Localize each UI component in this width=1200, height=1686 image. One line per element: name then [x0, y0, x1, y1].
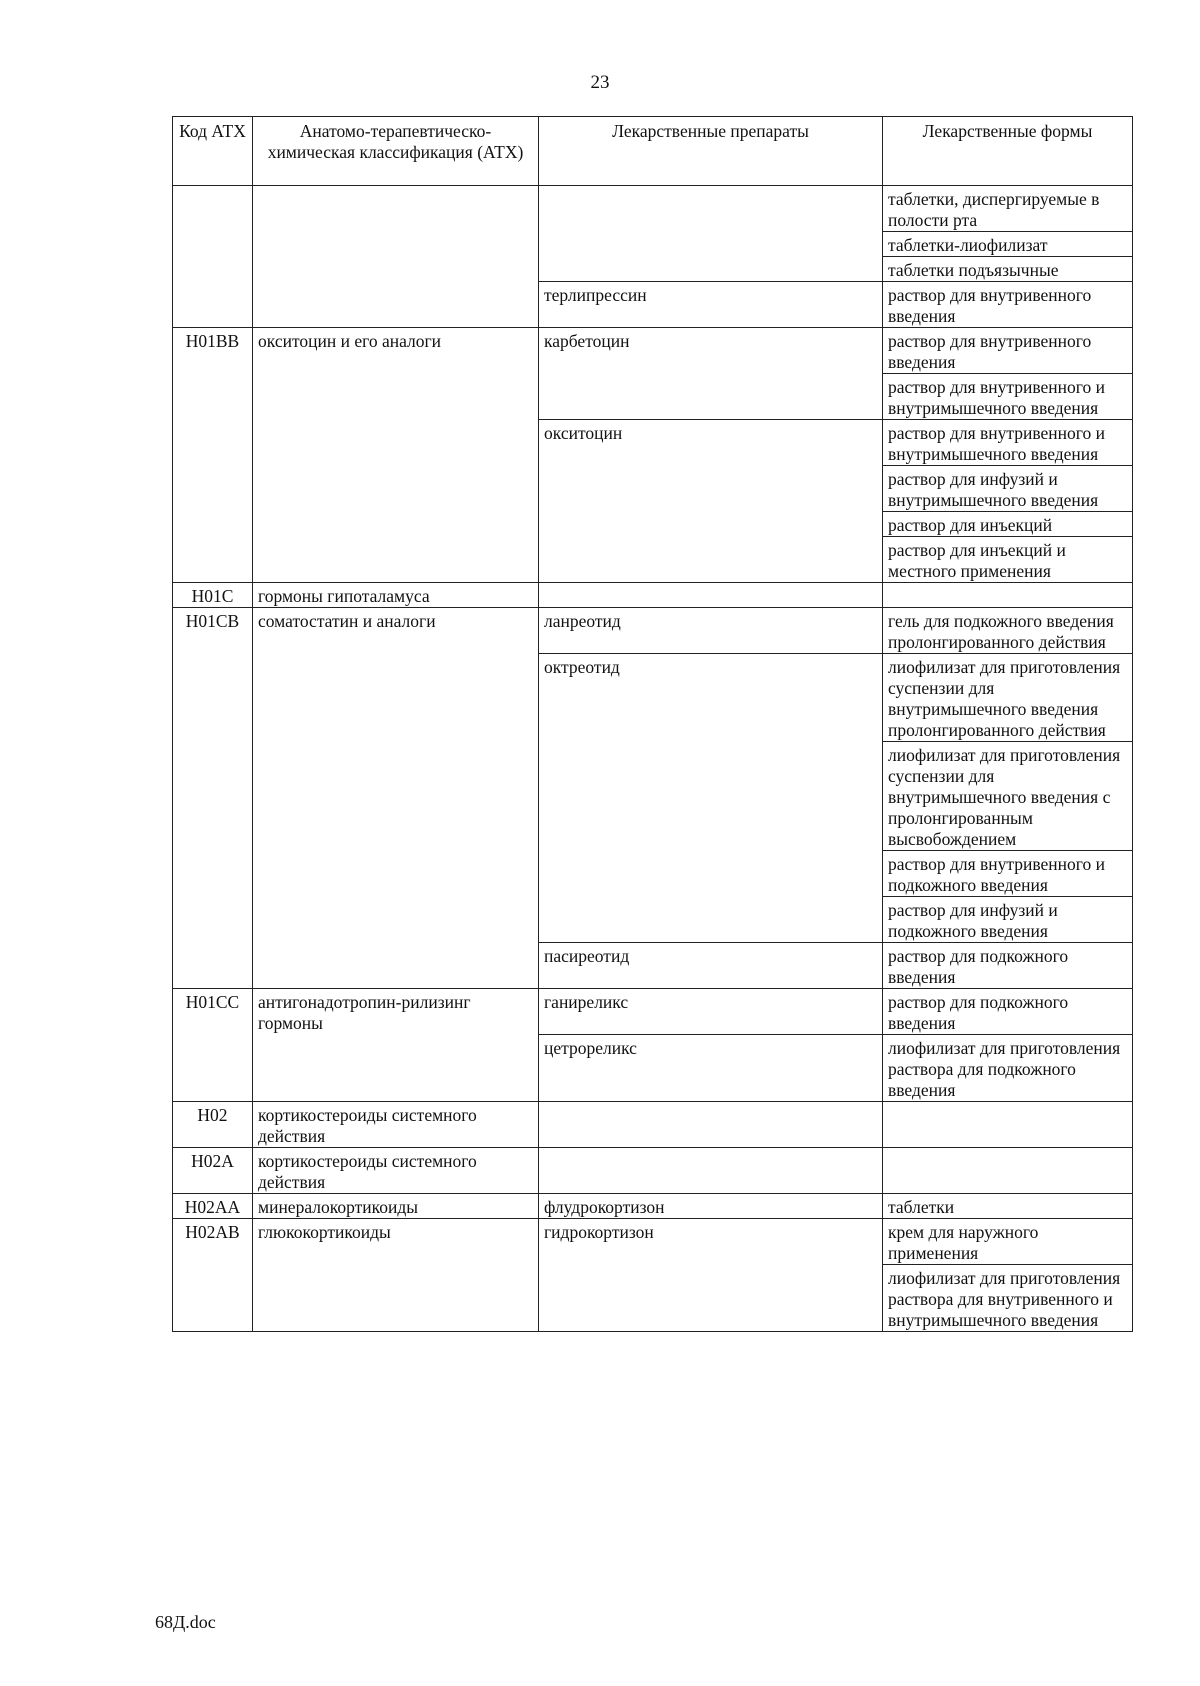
table-row	[173, 1148, 1133, 1194]
drug-cell: ланреотид	[539, 608, 883, 654]
table-row	[173, 1194, 1133, 1219]
header-drugs: Лекарственные препараты	[539, 117, 883, 186]
drug-cell	[539, 186, 883, 282]
dosage-form-cell: раствор для инфузий и подкожного введения	[883, 897, 1133, 943]
atc-code-cell: H02	[173, 1102, 253, 1148]
atc-code-cell: H01C	[173, 583, 253, 608]
dosage-form-cell: раствор для внутривенного и внутримышечного введения	[883, 420, 1133, 466]
dosage-form-cell: раствор для внутривенного введения	[883, 282, 1133, 328]
drug-cell: флудрокортизон	[539, 1194, 883, 1219]
atc-classification-cell: соматостатин и аналоги	[253, 608, 539, 989]
drug-cell: октреотид	[539, 654, 883, 943]
atc-classification-cell: гормоны гипоталамуса	[253, 583, 539, 608]
table-row	[173, 186, 1133, 232]
dosage-form-cell: раствор для внутривенного введения	[883, 328, 1133, 374]
dosage-form-cell: раствор для инфузий и внутримышечного введения	[883, 466, 1133, 512]
atc-code-cell	[173, 186, 253, 328]
drug-cell: окситоцин	[539, 420, 883, 583]
table-row	[173, 1102, 1133, 1148]
table-row	[173, 989, 1133, 1035]
dosage-form-cell: раствор для внутривенного и подкожного введения	[883, 851, 1133, 897]
drug-cell: терлипрессин	[539, 282, 883, 328]
dosage-form-cell: раствор для инъекций и местного применения	[883, 537, 1133, 583]
atc-classification-cell: антигонадотропин-рилизинг гормоны	[253, 989, 539, 1102]
atc-classification-cell: глюкокортикоиды	[253, 1219, 539, 1332]
atc-code-cell: H01CB	[173, 608, 253, 989]
drug-cell: гидрокортизон	[539, 1219, 883, 1332]
atc-code-cell: H02AA	[173, 1194, 253, 1219]
atc-classification-cell: окситоцин и его аналоги	[253, 328, 539, 583]
drug-cell: ганиреликс	[539, 989, 883, 1035]
page-number: 23	[590, 72, 610, 93]
table-row	[173, 583, 1133, 608]
drug-cell: карбетоцин	[539, 328, 883, 420]
dosage-form-cell: таблетки	[883, 1194, 1133, 1219]
dosage-form-cell: раствор для подкожного введения	[883, 943, 1133, 989]
dosage-form-cell: лиофилизат для приготовления суспензии для внутримышечного введения пролонгированного действия	[883, 654, 1133, 742]
atc-code-cell: H01BB	[173, 328, 253, 583]
dosage-form-cell	[883, 1148, 1133, 1194]
drug-classification-table	[172, 116, 1133, 1332]
dosage-form-cell: таблетки-лиофилизат	[883, 232, 1133, 257]
dosage-form-cell: раствор для внутривенного и внутримышечного введения	[883, 374, 1133, 420]
drug-cell	[539, 1148, 883, 1194]
table-row	[173, 608, 1133, 654]
dosage-form-cell: таблетки подъязычные	[883, 257, 1133, 282]
atc-classification-cell: кортикостероиды системного действия	[253, 1102, 539, 1148]
dosage-form-cell	[883, 1102, 1133, 1148]
dosage-form-cell: лиофилизат для приготовления раствора для подкожного введения	[883, 1035, 1133, 1102]
drug-cell	[539, 583, 883, 608]
dosage-form-cell: лиофилизат для приготовления раствора для внутривенного и внутримышечного введения	[883, 1265, 1133, 1332]
drug-cell: цетрореликс	[539, 1035, 883, 1102]
atc-classification-cell	[253, 186, 539, 328]
dosage-form-cell: крем для наружного применения	[883, 1219, 1133, 1265]
dosage-form-cell: раствор для подкожного введения	[883, 989, 1133, 1035]
atc-code-cell: H01CC	[173, 989, 253, 1102]
dosage-form-cell	[883, 583, 1133, 608]
drug-cell: пасиреотид	[539, 943, 883, 989]
atc-code-cell: H02A	[173, 1148, 253, 1194]
header-atc-classification: Анатомо-терапевтическо-химическая классификация (АТХ)	[253, 117, 539, 186]
drug-cell	[539, 1102, 883, 1148]
atc-classification-cell: кортикостероиды системного действия	[253, 1148, 539, 1194]
table-row	[173, 328, 1133, 374]
atc-classification-cell: минералокортикоиды	[253, 1194, 539, 1219]
table-row	[173, 1219, 1133, 1265]
dosage-form-cell: гель для подкожного введения пролонгированного действия	[883, 608, 1133, 654]
table-body	[173, 186, 1133, 1332]
footer-filename: 68Д.doc	[155, 1612, 216, 1632]
header-dosage-forms: Лекарственные формы	[883, 117, 1133, 186]
dosage-form-cell: лиофилизат для приготовления суспензии для внутримышечного введения с пролонгированным высвобождением	[883, 742, 1133, 851]
table-header-row	[173, 117, 1133, 186]
atc-code-cell: H02AB	[173, 1219, 253, 1332]
header-atc-code: Код АТХ	[173, 117, 253, 186]
dosage-form-cell: таблетки, диспергируемые в полости рта	[883, 186, 1133, 232]
dosage-form-cell: раствор для инъекций	[883, 512, 1133, 537]
